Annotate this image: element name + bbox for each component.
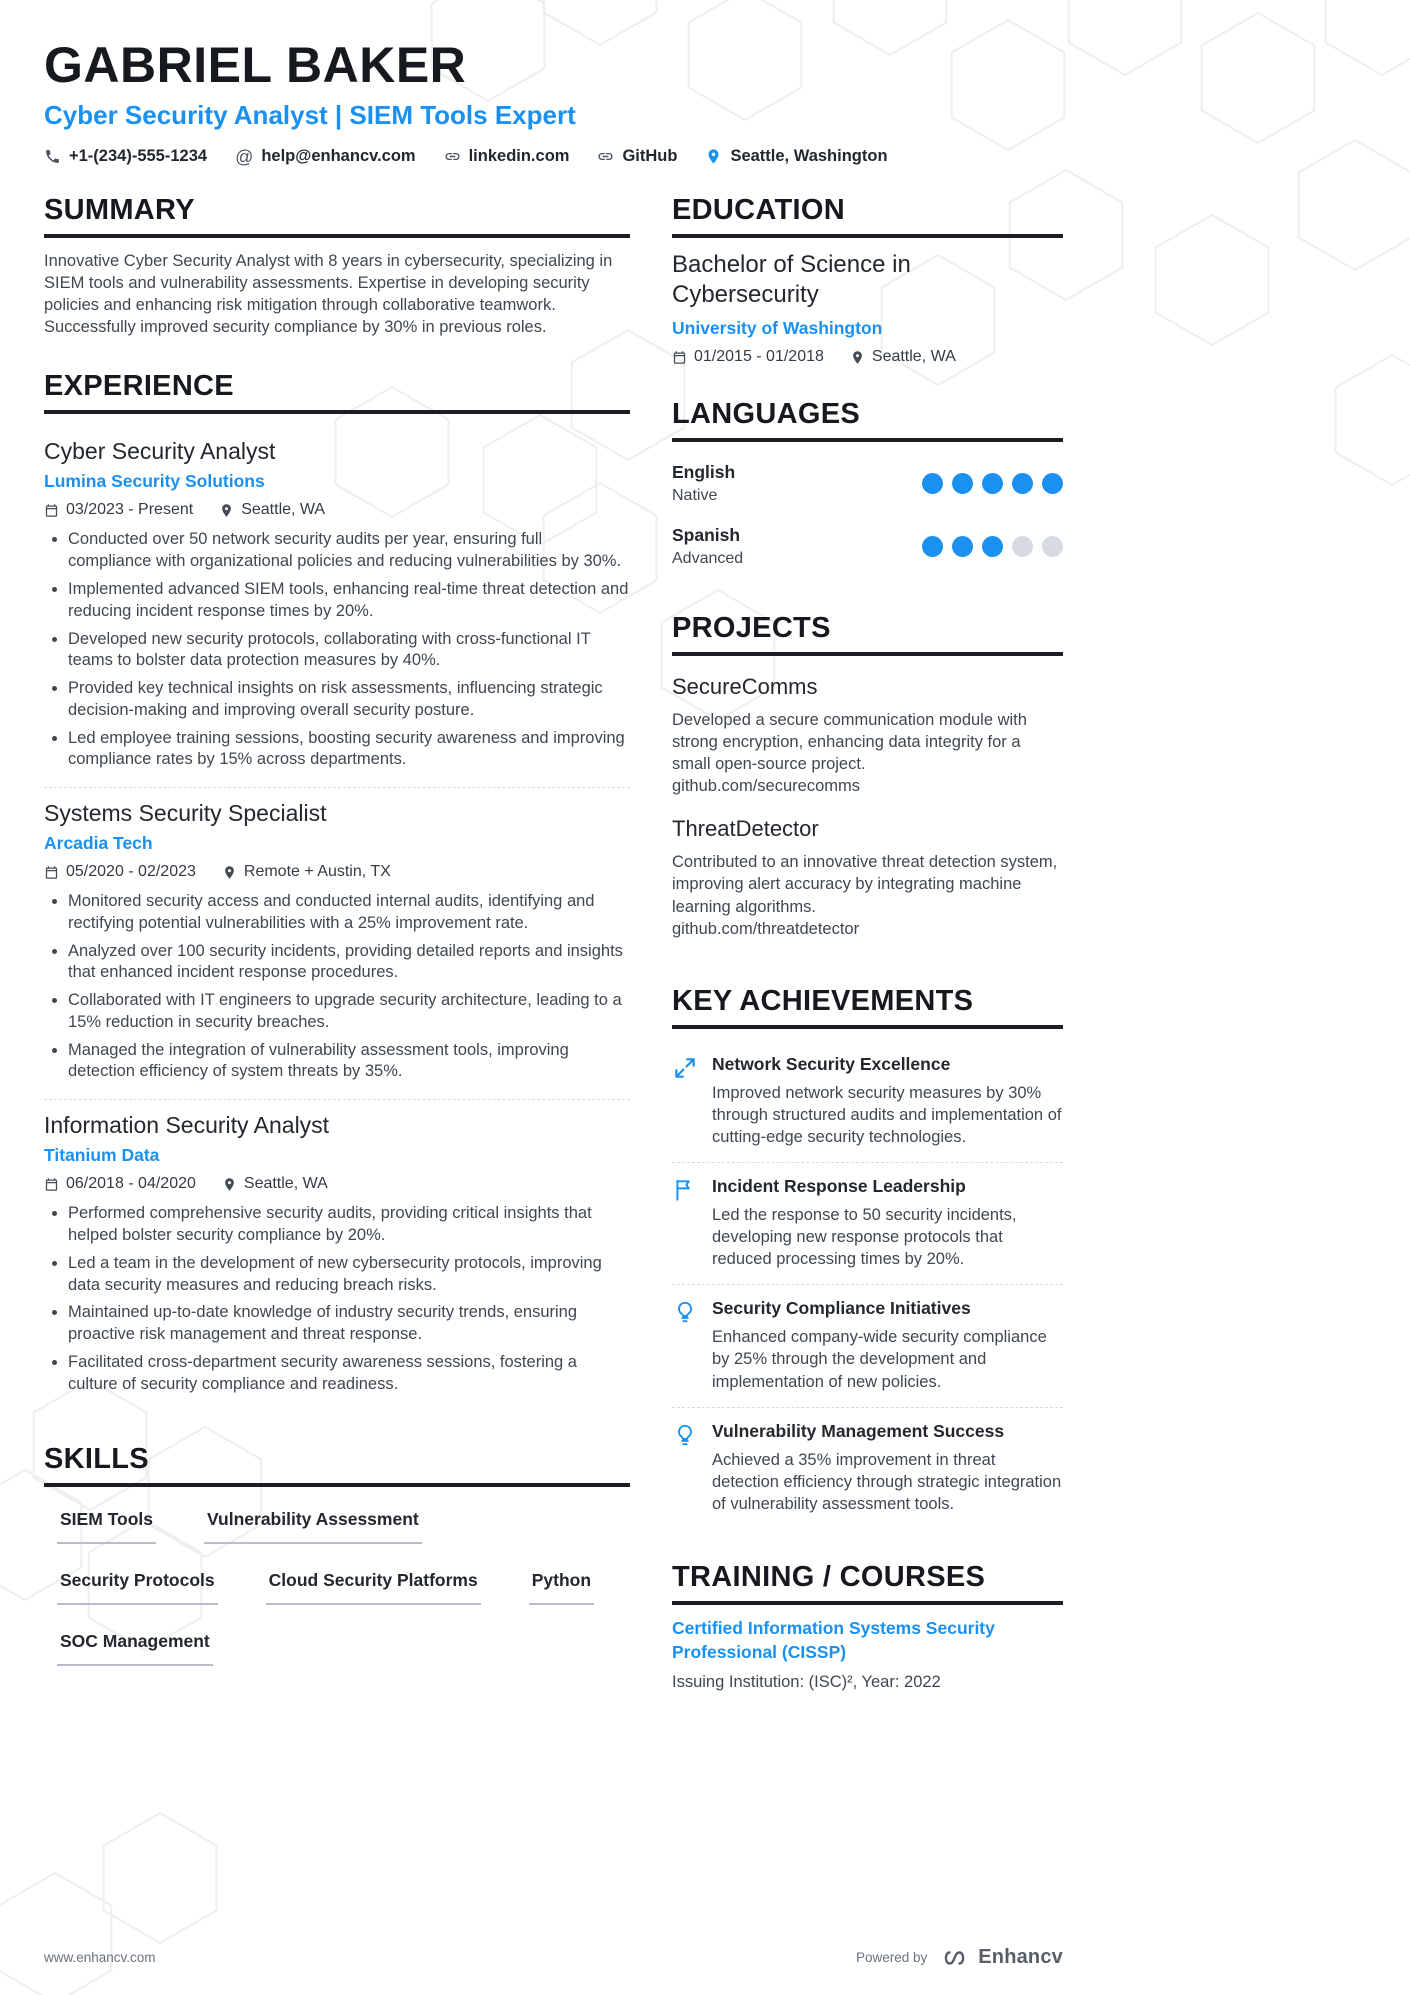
project-entry <box>672 810 1063 952</box>
education-dates <box>672 348 824 366</box>
job-entry <box>44 426 630 788</box>
project-link[interactable]: github.com/threatdetector <box>672 919 860 938</box>
job-dates <box>44 501 193 519</box>
calendar-icon <box>44 1177 59 1192</box>
education-meta <box>672 348 1063 366</box>
level-dot <box>922 473 943 494</box>
candidate-name: GABRIEL BAKER <box>44 37 467 93</box>
level-dot <box>982 473 1003 494</box>
expand-arrows-icon <box>672 1055 698 1081</box>
email-address: help@enhancv.com <box>261 147 416 165</box>
calendar-icon <box>44 503 59 518</box>
job-dates <box>44 1175 196 1193</box>
school-name: University of Washington <box>672 318 883 338</box>
bullet-item: • Led employee training sessions, boosting security awareness and improving compliance rates by 15% across departments. <box>68 728 630 772</box>
project-link[interactable]: github.com/securecomms <box>672 777 860 796</box>
achievements-section <box>672 985 1063 1529</box>
level-dot <box>952 473 973 494</box>
training-section <box>672 1561 1063 1692</box>
location-icon <box>222 865 237 880</box>
achievement-title: Incident Response Leadership <box>712 1175 966 1196</box>
enhancv-logo[interactable] <box>939 1946 1063 1969</box>
job-meta <box>44 501 630 519</box>
projects-heading: PROJECTS <box>672 612 1063 656</box>
level-dot <box>1012 536 1033 557</box>
achievement-entry <box>672 1041 1063 1163</box>
contact-row <box>44 147 1063 166</box>
calendar-icon <box>672 350 687 365</box>
bullet-item: • Maintained up-to-date knowledge of industry security trends, ensuring proactive risk management and threat response. <box>68 1302 630 1346</box>
language-name: Spanish <box>672 525 741 545</box>
education-location <box>850 348 956 366</box>
job-company: Titanium Data <box>44 1145 160 1166</box>
level-dot <box>1042 473 1063 494</box>
linkedin-label: linkedin.com <box>468 147 570 165</box>
training-heading: TRAINING / COURSES <box>672 1561 1063 1605</box>
bullet-item: • Analyzed over 100 security incidents, providing detailed reports and insights that enhanced incident response procedures. <box>68 941 630 985</box>
achievement-text: Led the response to 50 security incidents, developing new response protocols that reduced processing times by 20%. <box>712 1205 1017 1269</box>
lightbulb-icon <box>672 1299 698 1325</box>
job-entry <box>44 1100 630 1411</box>
level-dot <box>952 536 973 557</box>
job-bullets <box>44 529 630 771</box>
job-dates-text: 05/2020 - 02/2023 <box>66 863 196 881</box>
language-proficiency-dots <box>922 536 1063 557</box>
location-icon <box>850 350 865 365</box>
job-title: Information Security Analyst <box>44 1112 330 1139</box>
bullet-item: • Conducted over 50 network security audits per year, ensuring full compliance with organizational policies and reducing vulnerabilities by 30%. <box>68 529 630 573</box>
course-name: Certified Information Systems Security Professional (CISSP) <box>672 1617 995 1662</box>
language-row <box>672 517 1063 580</box>
bullet-item: • Collaborated with IT engineers to upgrade security architecture, leading to a 15% reduction in security breaches. <box>68 990 630 1034</box>
bullet-item: • Managed the integration of vulnerability assessment tools, improving detection efficiency of system threats by 35%. <box>68 1040 630 1084</box>
project-description: Developed a secure communication module with strong encryption, enhancing data integrity for a small open-source project. <box>672 711 1027 774</box>
skills-heading: SKILLS <box>44 1443 630 1487</box>
job-location-text: Remote + Austin, TX <box>243 863 391 881</box>
location-label: Seattle, Washington <box>730 147 888 165</box>
job-bullets <box>44 891 630 1083</box>
achievement-text: Improved network security measures by 30% through structured audits and implementation of cutting-edge security technologies. <box>712 1083 1062 1146</box>
powered-by-label: Powered by <box>855 1950 928 1965</box>
location-icon <box>219 503 234 518</box>
achievement-entry <box>672 1285 1063 1407</box>
job-location <box>219 501 325 519</box>
phone-icon <box>44 148 61 165</box>
location-contact <box>705 147 887 166</box>
flag-icon <box>672 1177 698 1203</box>
phone-number: +1-(234)-555-1234 <box>69 147 208 165</box>
summary-heading: SUMMARY <box>44 194 630 238</box>
bullet-item: • Provided key technical insights on risk assessments, influencing strategic decision-making and improving overall security posture. <box>68 678 630 722</box>
bullet-item: • Implemented advanced SIEM tools, enhancing real-time threat detection and reducing incident response times by 20%. <box>68 579 630 623</box>
achievement-text: Achieved a 35% improvement in threat detection efficiency through strategic integration of vulnerability assessment tools. <box>712 1450 1062 1513</box>
summary-section <box>44 194 630 338</box>
resume-header <box>44 36 1063 166</box>
education-heading: EDUCATION <box>672 194 1063 238</box>
achievement-text: Enhanced company-wide security compliance by 25% through the development and implementation of new policies. <box>712 1328 1047 1391</box>
achievement-title: Vulnerability Management Success <box>712 1420 1005 1441</box>
course-details: Issuing Institution: (ISC)², Year: 2022 <box>672 1673 941 1692</box>
education-location-text: Seattle, WA <box>871 348 956 365</box>
github-contact[interactable] <box>597 147 677 166</box>
lightbulb-icon <box>672 1422 698 1448</box>
education-section <box>672 194 1063 366</box>
bullet-item: • Developed new security protocols, collaborating with cross-functional IT teams to bolster data protection measures by 40%. <box>68 629 630 673</box>
skill-item: SIEM Tools <box>57 1509 156 1544</box>
phone-contact[interactable] <box>44 147 207 166</box>
level-dot <box>1012 473 1033 494</box>
degree-title: Bachelor of Science in Cybersecurity <box>672 251 911 308</box>
job-title: Systems Security Specialist <box>44 800 327 827</box>
language-name: English <box>672 462 736 482</box>
language-proficiency-dots <box>922 473 1063 494</box>
job-meta <box>44 863 630 881</box>
email-icon: @ <box>235 146 254 167</box>
job-location <box>222 863 391 881</box>
job-location-text: Seattle, WA <box>243 1175 328 1193</box>
level-dot <box>982 536 1003 557</box>
job-dates-text: 03/2023 - Present <box>66 501 194 519</box>
enhancv-logo-icon <box>939 1948 971 1968</box>
candidate-title: Cyber Security Analyst | SIEM Tools Expert <box>44 100 576 130</box>
github-label: GitHub <box>622 147 678 165</box>
bullet-item: • Facilitated cross-department security awareness sessions, fostering a culture of security compliance and readiness. <box>68 1352 630 1396</box>
skills-list <box>44 1499 630 1666</box>
job-dates-text: 06/2018 - 04/2020 <box>66 1175 196 1193</box>
calendar-icon <box>44 865 59 880</box>
email-contact[interactable] <box>235 147 416 166</box>
skill-item: Cloud Security Platforms <box>266 1570 481 1605</box>
enhancv-wordmark: Enhancv <box>978 1946 1063 1968</box>
skill-item: SOC Management <box>57 1631 213 1666</box>
job-location-text: Seattle, WA <box>241 501 326 519</box>
summary-text: Innovative Cyber Security Analyst with 8 years in cybersecurity, specializing in SIEM tools and vulnerability assessments. Expertise in developing security policies and enhancing risk mitigation through collaborative teamwork. Successfully improved security compliance by 30% in previous roles. <box>44 252 613 337</box>
project-name: SecureComms <box>672 674 818 699</box>
level-dot <box>922 536 943 557</box>
job-company: Arcadia Tech <box>44 833 153 854</box>
job-dates <box>44 863 196 881</box>
skill-item: Security Protocols <box>57 1570 218 1605</box>
achievements-heading: KEY ACHIEVEMENTS <box>672 985 1063 1029</box>
languages-heading: LANGUAGES <box>672 398 1063 442</box>
achievement-entry <box>672 1163 1063 1285</box>
bullet-item: • Led a team in the development of new cybersecurity protocols, improving data security measures and reducing breach risks. <box>68 1253 630 1297</box>
linkedin-contact[interactable] <box>444 147 570 166</box>
bullet-item: • Monitored security access and conducted internal audits, identifying and rectifying potential vulnerabilities with a 25% improvement rate. <box>68 891 630 935</box>
link-icon <box>597 148 614 165</box>
language-row <box>672 454 1063 517</box>
powered-by <box>856 1946 1063 1969</box>
language-level: Advanced <box>672 550 744 567</box>
job-bullets <box>44 1203 630 1395</box>
skills-section <box>44 1443 630 1666</box>
experience-section <box>44 370 630 1411</box>
language-level: Native <box>672 487 718 504</box>
achievement-title: Security Compliance Initiatives <box>712 1298 971 1319</box>
achievement-title: Network Security Excellence <box>712 1053 951 1074</box>
experience-heading: EXPERIENCE <box>44 370 630 414</box>
job-meta <box>44 1175 630 1193</box>
enhancv-website-link[interactable]: www.enhancv.com <box>44 1950 156 1965</box>
job-company: Lumina Security Solutions <box>44 471 265 492</box>
languages-section <box>672 398 1063 580</box>
bullet-item: • Performed comprehensive security audits, providing critical insights that helped bolster security compliance by 20%. <box>68 1203 630 1247</box>
skill-item: Python <box>529 1570 594 1605</box>
location-icon <box>222 1177 237 1192</box>
achievement-entry <box>672 1408 1063 1529</box>
level-dot <box>1042 536 1063 557</box>
project-entry <box>672 668 1063 810</box>
job-entry <box>44 788 630 1100</box>
location-icon <box>705 148 722 165</box>
education-dates-text: 01/2015 - 01/2018 <box>694 348 824 365</box>
link-icon <box>444 148 461 165</box>
projects-section <box>672 612 1063 953</box>
job-title: Cyber Security Analyst <box>44 438 276 465</box>
job-location <box>222 1175 328 1193</box>
skill-item: Vulnerability Assessment <box>204 1509 422 1544</box>
project-description: Contributed to an innovative threat detection system, improving alert accuracy by integrating machine learning algorithms. <box>672 853 1058 916</box>
project-name: ThreatDetector <box>672 816 819 842</box>
page-footer <box>44 1946 1063 1969</box>
